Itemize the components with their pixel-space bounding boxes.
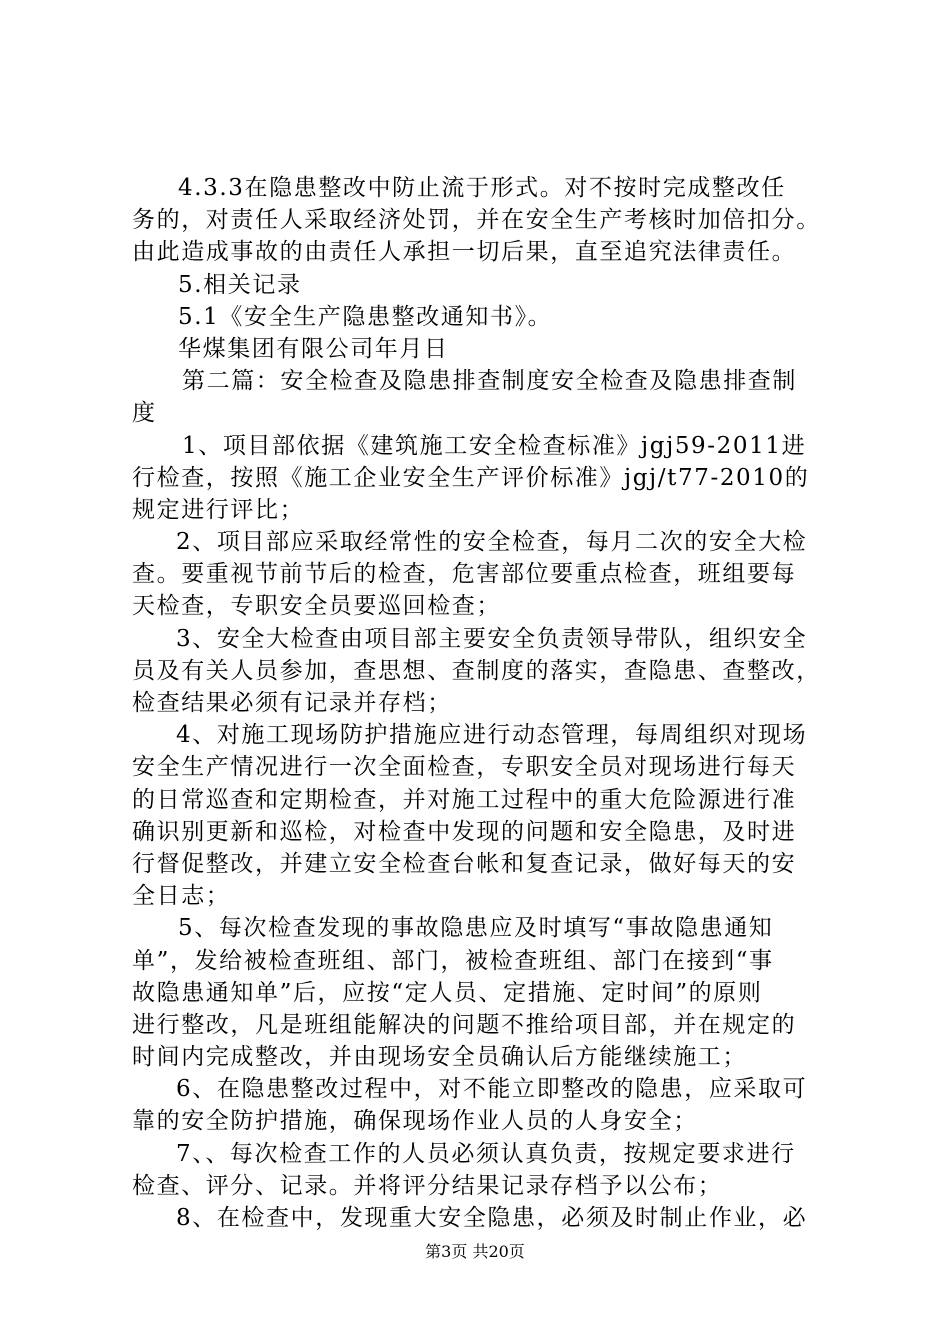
signature-line: 华煤集团有限公司年月日 xyxy=(178,335,449,362)
text-line: 的日常巡查和定期检查，并对施工过程中的重大危险源进行准 xyxy=(132,786,797,813)
text-line: 规定进行评比； xyxy=(132,496,305,523)
text-line: 故隐患通知单”后，应按“定人员、定措施、定时间”的原则 xyxy=(132,979,763,1006)
chapter-title: 第二篇：安全检查及隐患排查制度安全检查及隐患排查制 xyxy=(182,368,797,395)
text-line: 时间内完成整改，并由现场安全员确认后方能继续施工； xyxy=(132,1044,747,1071)
text-line: 行检查，按照《施工企业安全生产评价标准》jgj/t77-2010的 xyxy=(132,464,810,491)
text-line: 2、项目部应采取经常性的安全检查，每月二次的安全大检 xyxy=(176,529,808,556)
text-line: 单”，发给被检查班组、部门，被检查班组、部门在接到“事 xyxy=(132,947,774,974)
text-line: 靠的安全防护措施，确保现场作业人员的人身安全； xyxy=(132,1108,698,1135)
text-line: 1、项目部依据《建筑施工安全检查标准》jgj59-2011进 xyxy=(182,432,807,459)
text-line: 6、在隐患整改过程中，对不能立即整改的隐患，应采取可 xyxy=(176,1076,808,1103)
text-line: 天检查，专职安全员要巡回检查； xyxy=(132,593,501,620)
text-line: 检查、评分、记录。并将评分结果记录存档予以公布； xyxy=(132,1172,723,1199)
text-line: 4.3.3在隐患整改中防止流于形式。对不按时完成整改任 xyxy=(178,175,786,201)
text-line: 5、每次检查发现的事故隐患应及时填写“事故隐患通知 xyxy=(178,915,774,942)
document-body xyxy=(132,172,847,1234)
text-line: 8、在检查中，发现重大安全隐患，必须及时制止作业，必 xyxy=(176,1205,808,1231)
text-line: 务的，对责任人采取经济处罚，并在安全生产考核时加倍扣分。 xyxy=(132,207,821,234)
text-line: 查。要重视节前节后的检查，危害部位要重点检查，班组要每 xyxy=(132,561,797,588)
section-heading: 5.相关记录 xyxy=(178,271,302,298)
page-footer: 第3页 共20页 xyxy=(425,1242,525,1261)
text-line: 4、对施工现场防护措施应进行动态管理，每周组织对现场 xyxy=(176,722,808,749)
text-line: 3、安全大检查由项目部主要安全负责领导带队，组织安全 xyxy=(176,625,808,652)
text-line: 确识别更新和巡检，对检查中发现的问题和安全隐患，及时进 xyxy=(132,818,797,845)
text-line: 全日志； xyxy=(132,883,231,910)
text-line: 由此造成事故的由责任人承担一切后果，直至追究法律责任。 xyxy=(132,239,797,266)
text-line: 7、、每次检查工作的人员必须认真负责，按规定要求进行 xyxy=(176,1140,796,1167)
chapter-title-continued: 度 xyxy=(132,400,157,427)
text-line: 行督促整改，并建立安全检查台帐和复查记录，做好每天的安 xyxy=(132,850,797,877)
text-line: 进行整改，凡是班组能解决的问题不推给项目部，并在规定的 xyxy=(132,1011,797,1038)
text-line: 检查结果必须有记录并存档； xyxy=(132,690,452,716)
text-line: 员及有关人员参加，查思想、查制度的落实，查隐患、查整改， xyxy=(132,657,821,684)
text-line: 5.1《安全生产隐患整改通知书》。 xyxy=(178,303,553,330)
text-line: 安全生产情况进行一次全面检查，专职安全员对现场进行每天 xyxy=(132,754,797,781)
